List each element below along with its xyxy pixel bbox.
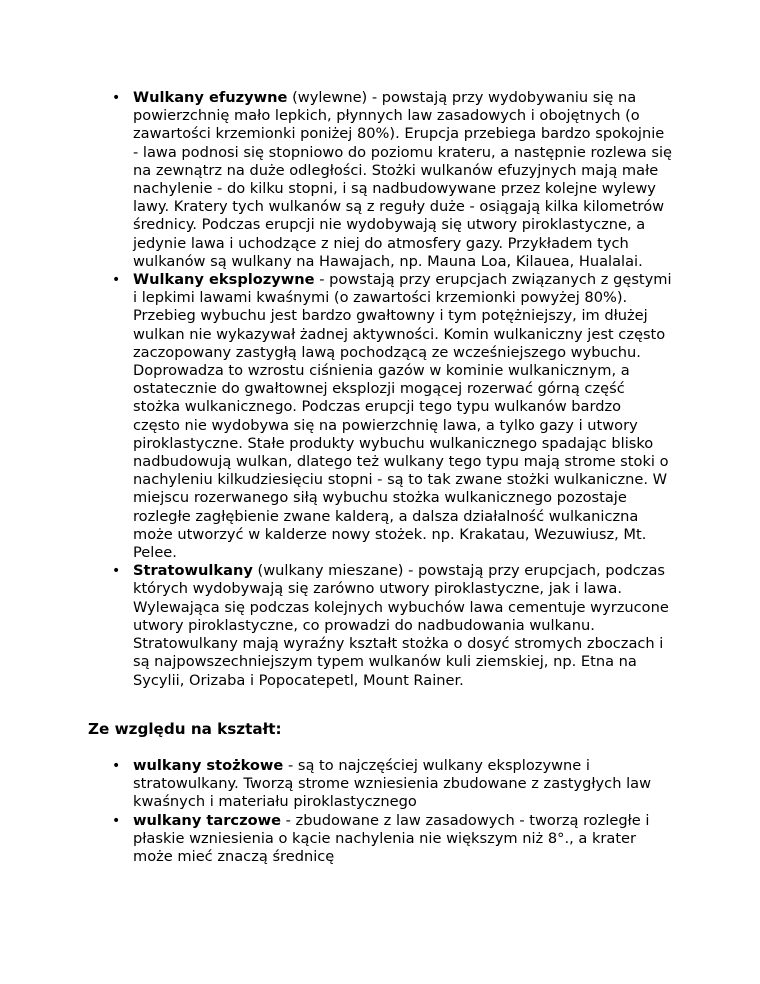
item-term: wulkany tarczowe: [133, 811, 281, 829]
item-description: - są to najczęściej wulkany eksplozywne i stratowulkany. Tworzą strome wzniesienia zbudowane z zastygłych law kwaśnych i materiału piroklastycznego: [133, 757, 652, 811]
bullet-icon: •: [112, 758, 121, 774]
item-term: Stratowulkany: [133, 562, 253, 580]
item-description: - powstają przy erupcjach związanych z gęstymi i lepkimi lawami kwaśnymi (o zawartości krzemionki powyżej 80%). Przebieg wybuchu jest bardzo gwałtowny i tym potężniejszy, im dłużej wulkan nie wykazywał żadnej aktywności. Komin wulkaniczny jest często zaczopowany zastygłą lawą pochodzącą ze wcześniejszego wybuchu. Doprowadza to wzrostu ciśnienia gazów w kominie wulkanicznym, a ostatecznie do gwałtownej eksplozji mogącej rozerwać górną część stożka wulkanicznego. Podczas erupcji tego typu wulkanów bardzo często nie wydobywa się na powierzchnię lawa, a tylko gazy i utwory piroklastyczne. Stałe produkty wybuchu wulkanicznego spadając blisko nadbudowują wulkan, dlatego też wulkany tego typu mają strome stoki o nachyleniu kilkudziesięciu stopni - są to tak zwane stożki wulkaniczne. W miejscu rozerwanego siłą wybuchu stożka wulkanicznego pozostaje rozległe zagłębienie zwane kalderą, a dalsza działalność wulkaniczna może utworzyć w kalderze nowy stożek. np. Krakatau, Wezuwiusz, Mt. Pelee.: [133, 271, 672, 562]
item-term: Wulkany eksplozywne: [133, 271, 315, 289]
list-item: [112, 89, 672, 271]
item-description: (wylewne) - powstają przy wydobywaniu się na powierzchnię mało lepkich, płynnych law zasadowych i obojętnych (o zawartości krzemionki poniżej 80%). Erupcja przebiega bardzo spokojnie - lawa podnosi się stopniowo do poziomu krateru, a następnie rozlewa się na zewnątrz na duże odległości. Stożki wulkanów efuzyjnych mają małe nachylenie - do kilku stopni, i są nadbudowywane przez kolejne wylewy lawy. Kratery tych wulkanów są z reguły duże - osiągają kilka kilometrów średnicy. Podczas erupcji nie wydobywają się utwory piroklastyczne, a jedynie lawa i uchodzące z niej do atmosfery gazy. Przykładem tych wulkanów są wulkany na Hawajach, np. Mauna Loa, Kilauea, Hualalai.: [133, 89, 672, 270]
list-item: [112, 562, 672, 689]
list-item: [112, 757, 672, 812]
bullet-icon: •: [112, 812, 121, 829]
list-item: [112, 271, 672, 562]
list-item: [112, 812, 672, 867]
bullet-icon: •: [112, 272, 121, 289]
bullet-icon: •: [112, 563, 121, 580]
item-term: Wulkany efuzywne: [133, 89, 288, 106]
item-term: wulkany stożkowe: [133, 757, 284, 774]
section-heading: Ze względu na kształt:: [88, 720, 282, 738]
shape-type-list: [112, 757, 672, 866]
bullet-icon: •: [112, 90, 121, 106]
item-description: (wulkany mieszane) - powstają przy erupcjach, podczas których wydobywają się zarówno utwory piroklastyczne, jak i lawa. Wylewająca się podczas kolejnych wybuchów lawa cementuje wyrzucone utwory piroklastyczne, co prowadzi do nadbudowania wulkanu. Stratowulkany mają wyraźny kształt stożka o dosyć stromych zboczach i są najpowszechniejszym typem wulkanów kuli ziemskiej, np. Etna na Sycylii, Orizaba i Popocatepetl, Mount Rainer.: [133, 562, 669, 689]
item-description: - zbudowane z law zasadowych - tworzą rozległe i płaskie wzniesienia o kącie nachylenia nie większym niż 8°., a krater może mieć znaczą średnicę: [133, 811, 650, 866]
eruption-type-list: [112, 89, 672, 690]
